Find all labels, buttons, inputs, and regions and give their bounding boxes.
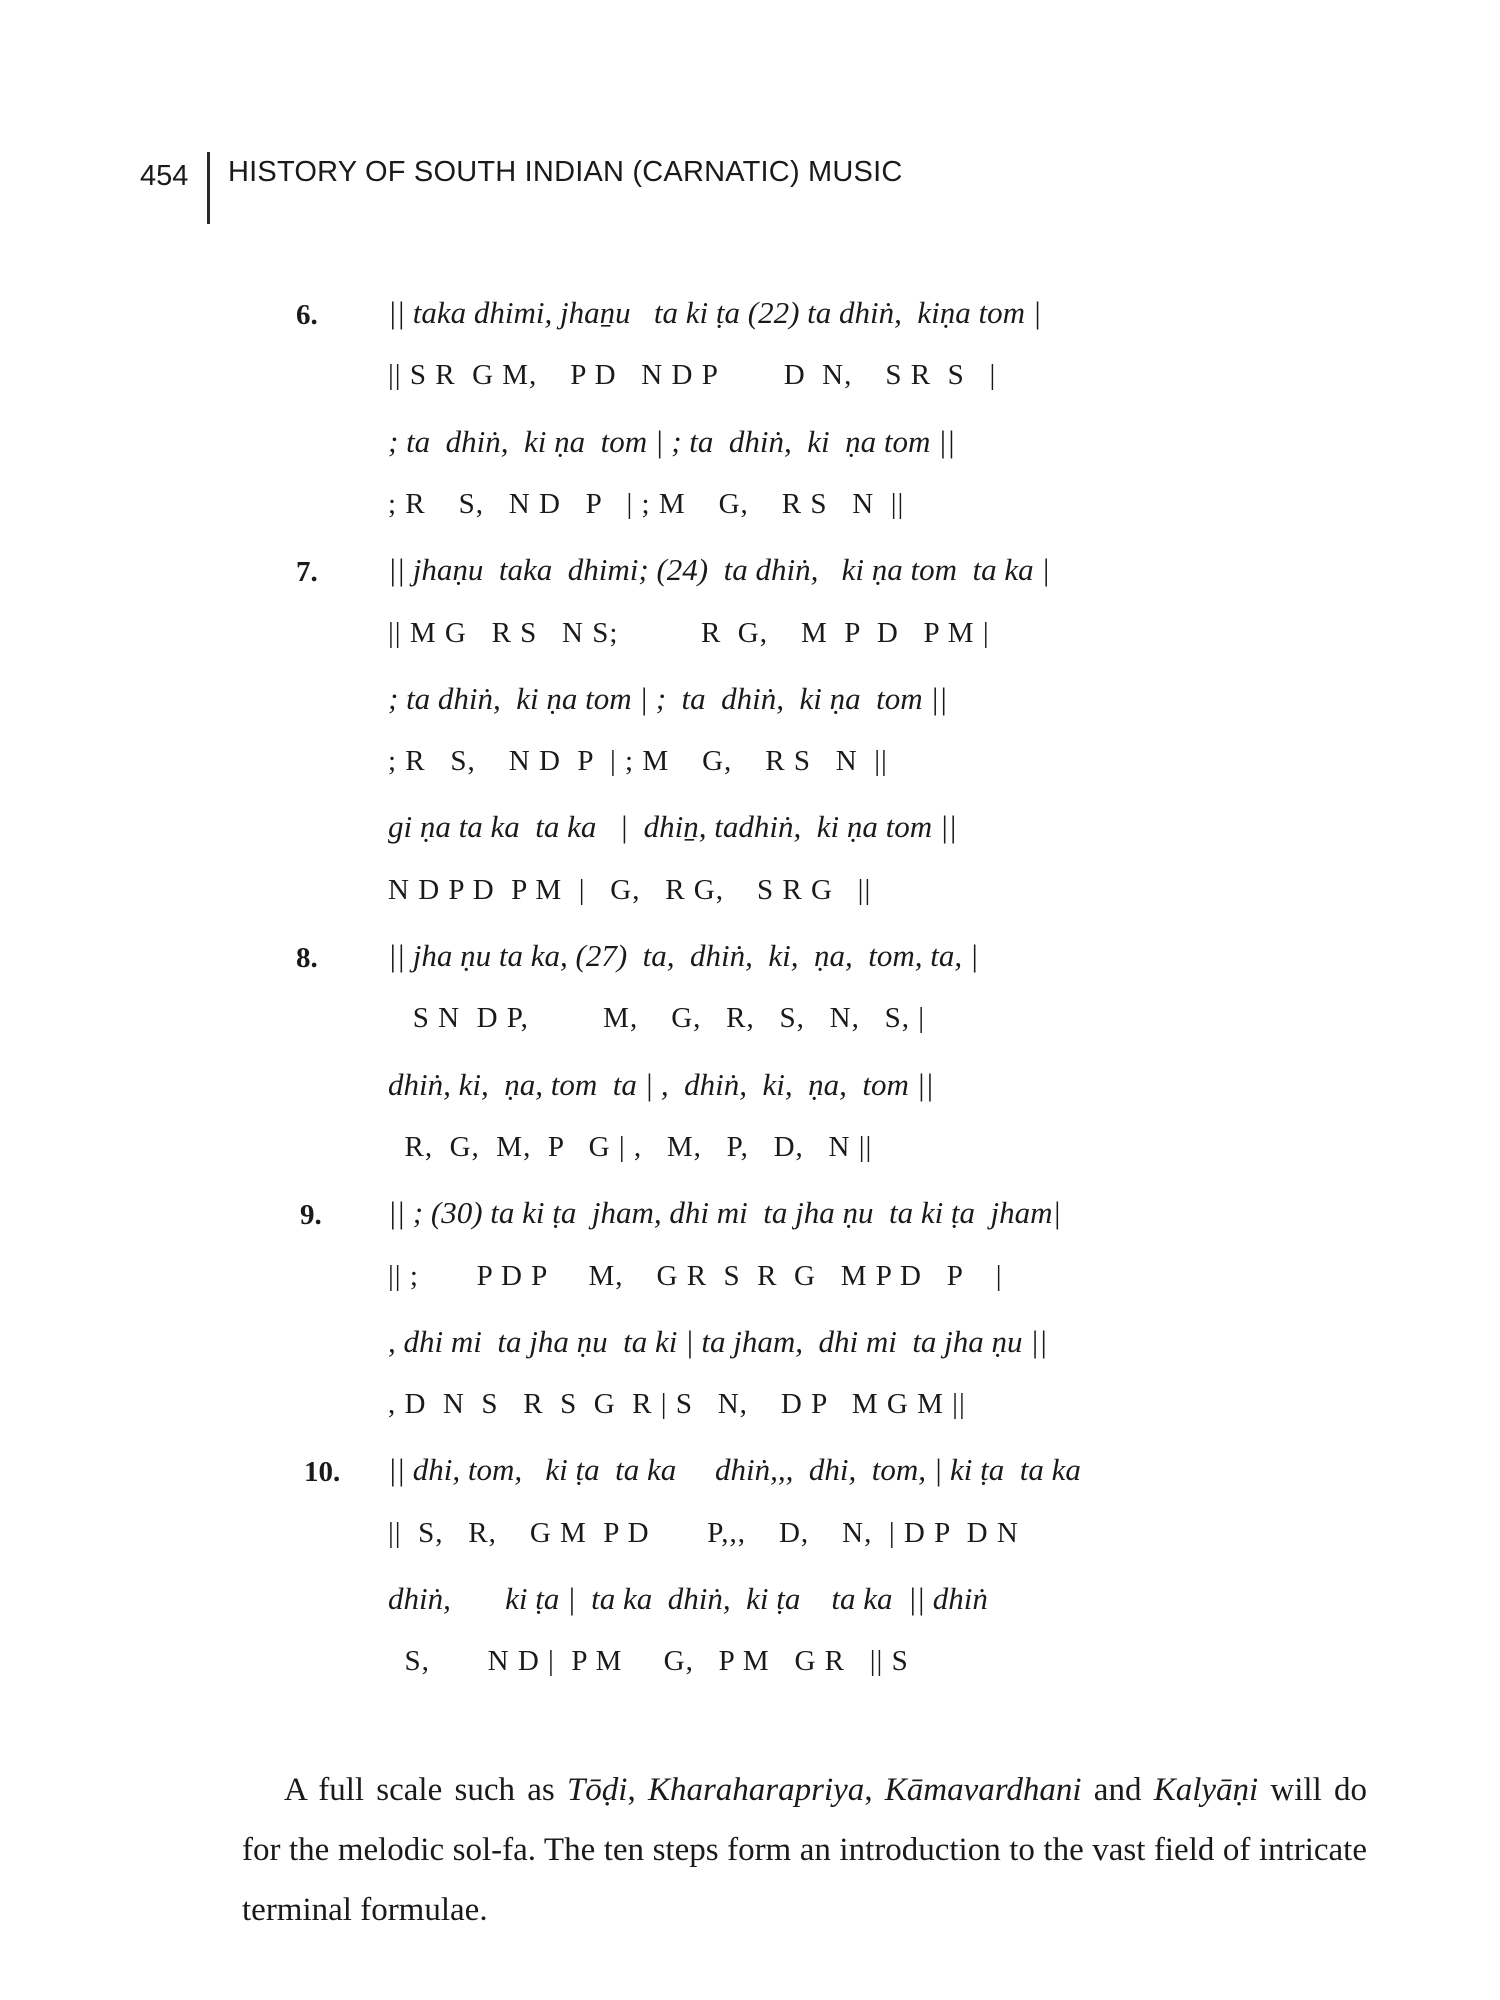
closing-paragraph	[242, 1760, 1367, 1940]
swara-notation-line: R, G, M, P G | , M, P, D, N ||	[388, 1130, 873, 1163]
swara-notation-line: S N D P, M, G, R, S, N, S, |	[388, 1002, 926, 1035]
swara-notation-line: ; R S, N D P | ; M G, R S N ||	[388, 745, 888, 778]
page-number: 454	[140, 160, 189, 192]
rhythm-syllables-line: dhiṅ, ki ṭa | ta ka dhiṅ, ki ṭa ta ka || dhiṅ	[388, 1581, 988, 1616]
closing-separator: ,	[864, 1772, 885, 1808]
rhythm-syllables-line: ; ta dhiṅ, ki ṇa tom | ; ta dhiṅ, ki ṇa tom ||	[388, 680, 948, 716]
rhythm-syllables-line: gi ṇa ta ka ta ka | dhiṉ, tadhiṅ, ki ṇa tom ||	[388, 809, 957, 845]
swara-notation-line: ; R S, N D P | ; M G, R S N ||	[388, 487, 905, 520]
rhythm-syllables-line: dhiṅ, ki, ṇa, tom ta | , dhiṅ, ki, ṇa, tom ||	[388, 1066, 934, 1102]
step-number: 8.	[296, 942, 318, 974]
swara-notation-line: || M G R S N S; R G, M P D P M |	[388, 616, 990, 649]
swara-notation-line: || ; P D P M, G R S R G M P D P |	[388, 1259, 1003, 1292]
swara-notation-line: S, N D | P M G, P M G R || S	[388, 1645, 909, 1678]
rhythm-syllables-line: ; ta dhiṅ, ki ṇa tom | ; ta dhiṅ, ki ṇa tom ||	[388, 423, 956, 459]
raga-name: Kāmavardhani	[884, 1772, 1082, 1808]
step-number: 7.	[296, 556, 318, 589]
rhythm-syllables-line: || ; (30) ta ki ṭa jham, dhi mi ta jha ṇu ta ki ṭa jham|	[388, 1195, 1062, 1231]
raga-name: Kharaharapriya	[647, 1772, 865, 1808]
rhythm-syllables-line: || jha ṇu ta ka, (27) ta, dhiṅ, ki, ṇa, tom, ta, |	[388, 938, 979, 973]
swara-notation-line: || S R G M, P D N D P D N, S R S |	[388, 359, 997, 392]
raga-name: Tōḍi	[566, 1772, 628, 1808]
rhythm-syllables-line: || taka dhimi, jhaṉu ta ki ṭa (22) ta dhiṅ, kiṇa tom |	[388, 295, 1042, 330]
step-number: 6.	[296, 299, 318, 331]
rhythm-syllables-line: || dhi, tom, ki ṭa ta ka dhiṅ,,, dhi, tom, | ki ṭa ta ka	[388, 1452, 1081, 1488]
closing-text-start: A full scale such as	[284, 1772, 567, 1808]
header-divider	[207, 152, 210, 224]
step-number: 9.	[300, 1199, 322, 1232]
closing-separator: ,	[627, 1772, 648, 1808]
rhythm-syllables-line: , dhi mi ta jha ṇu ta ki | ta jham, dhi mi ta jha ṇu ||	[388, 1323, 1048, 1359]
closing-text-end: will do for the melodic sol-fa. The ten steps form an introduction to the vast field of intricate terminal formulae.	[242, 1772, 1368, 1928]
closing-separator: and	[1081, 1772, 1154, 1808]
step-number: 10.	[304, 1456, 341, 1489]
running-title: HISTORY OF SOUTH INDIAN (CARNATIC) MUSIC	[228, 156, 903, 188]
rhythm-syllables-line: || jhaṇu taka dhimi; (24) ta dhiṅ, ki ṇa tom ta ka |	[388, 552, 1050, 588]
swara-notation-line: || S, R, G M P D P,,, D, N, | D P D N	[388, 1516, 1019, 1549]
swara-notation-line: , D N S R S G R | S N, D P M G M ||	[388, 1388, 966, 1421]
raga-name: Kalyāṇi	[1153, 1772, 1259, 1808]
swara-notation-line: N D P D P M | G, R G, S R G ||	[388, 873, 872, 906]
